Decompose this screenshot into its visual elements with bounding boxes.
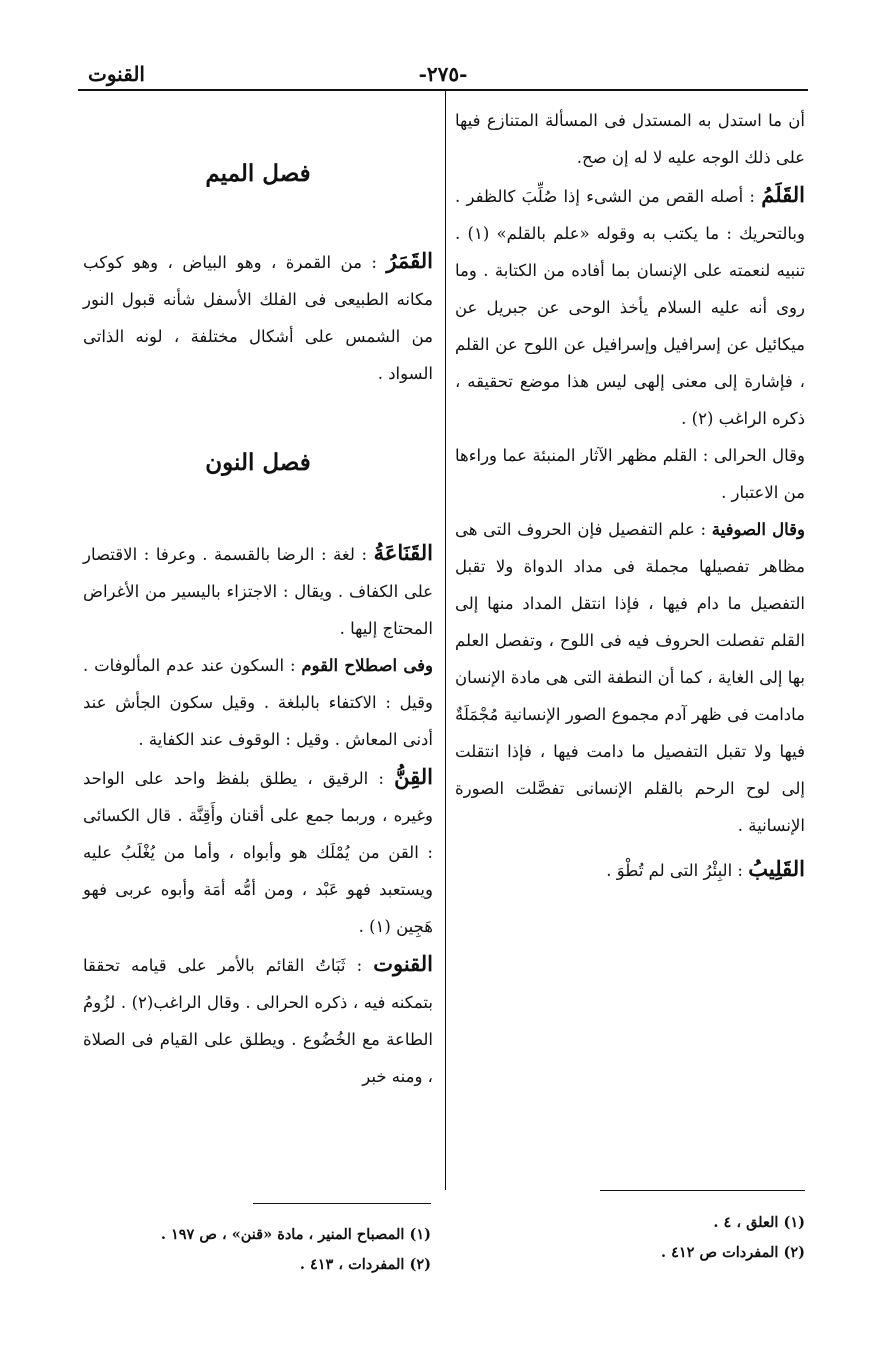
section-heading-nun: فصل النون (205, 449, 311, 476)
sufiyya-text: : علم التفصيل فإن الحروف التى هى مظاهر تفصيلها مجملة فى مداد الدواة ولا تقبل التفصيل ما دام فيها ، فإذا انتقل المداد منها إلى القلم تفصلت الحروف فيه فى اللوح ، وتفصل العلم بها إلى الغاية ، كما أن النطفة التى هى مادة الإنسان مادامت فى ظهر آدم مجموع الصور الإنسانية مُجْمَلَةٌ فيها ولا تقبل التفصيل ما دامت فيها ، فإذا انتقلت إلى لوح الرحم بالقلم الإنسانى تفصَّلت الصورة الإنسانية . (455, 520, 805, 835)
qawm-lead: وفى اصطلاح القوم (301, 656, 434, 675)
right-column (455, 102, 805, 889)
footnote: (١) العلق ، ٤ . (713, 1214, 805, 1231)
page-number: -٢٧٥- (418, 62, 468, 86)
harali-paragraph: وقال الحرالى : القلم مظهر الآثار المنبئة عما وراءها من الاعتبار . (455, 446, 805, 502)
entry-qaliib (455, 850, 805, 889)
entry-qinn (83, 758, 433, 945)
entry-qamar (83, 242, 433, 392)
running-head: القنوت (88, 62, 145, 86)
entry-term: القَمَرُ (386, 248, 433, 273)
continuation-paragraph: أن ما استدل به المستدل فى المسألة المتنازع فيها على ذلك الوجه عليه لا له إن صح. (455, 111, 805, 167)
footnote: (٢) المفردات ، ٤١٣ . (299, 1256, 431, 1273)
entry-text: : من القمرة ، وهو البياض ، وهو كوكب مكانه الطبيعى فى الفلك الأسفل شأنه قبول النور من الشمس على أشكال مختلفة ، لونه الذاتى السواد . (83, 253, 433, 383)
section-heading-mim: فصل الميم (205, 160, 311, 187)
entry-text: : ثَبَاتُ القائم بالأمر على قيامه تحققا بتمكنه فيه ، ذكره الحرالى . وقال الراغب(٢) . لزُومُ الطاعة مع الخُضُوع . ويطلق على القيام فى الصلاة ، ومنه خبر (83, 956, 433, 1086)
entry-term: القَلَمُ (761, 182, 806, 207)
page-header (78, 58, 808, 88)
footnote: (١) المصباح المنير ، مادة «قنن» ، ص ١٩٧ . (160, 1226, 431, 1243)
footnote-rule-left (253, 1203, 431, 1204)
entry-text: : لغة : الرضا بالقسمة . وعرفا : الاقتصار على الكفاف . ويقال : الاجتزاء باليسير من الأغراض المحتاج إليها . (83, 545, 433, 638)
entry-term: القنوت (373, 951, 434, 976)
qawm-text: : السكون عند عدم المألوفات . وقيل : الاكتفاء بالبلغة . وقيل سكون الجأش عند أدنى المعاش . وقيل : الوقوف عند الكفاية . (83, 656, 433, 749)
footnotes-right (560, 1208, 805, 1268)
entry-text: : البِئْرُ التى لم تُطْوَ . (606, 861, 743, 880)
entry-term: القَلِيبُ (748, 856, 805, 881)
entry-term: القَنَاعَةُ (373, 540, 433, 565)
footnotes-left (120, 1220, 431, 1280)
entry-text: : أصله القص من الشىء إذا صُلِّبَ كالظفر . وبالتحريك : ما يكتب به وقوله «علم بالقلم» (١) . تنبيه لنعمته على الإنسان بما أفاده من الكتابة . وما روى أنه عليه السلام يأخذ الوحى عن جبريل عن ميكائيل عن إسرافيل وإسرافيل عن اللوح عن القلم ، فإشارة إلى معنى إلهى ليس هذا موضع تحقيقه ، ذكره الراغب (٢) . (455, 187, 805, 428)
entry-qalam (455, 176, 805, 437)
column-divider (445, 91, 446, 1190)
entry-qunut (83, 945, 433, 1095)
entry-text: : الرقيق ، يطلق بلفظ واحد على الواحد وغيره ، وربما جمع على أقنان وأَقِنَّة . قال الكسائى : القن من يُمْلَك هو وأبواه ، وأما من يُغْلَبُ عليه ويستعبد فهو عَبْد ، ومن أمُّه أمَة وأبوه عربى فهو هَجِين (١) . (83, 769, 433, 936)
footnote-rule-right (600, 1190, 805, 1191)
sufiyya-lead: وقال الصوفية (711, 520, 805, 539)
entry-qanaa (83, 534, 433, 647)
left-column (83, 136, 433, 1095)
header-rule (78, 89, 808, 91)
footnote: (٢) المفردات ص ٤١٢ . (661, 1244, 805, 1261)
entry-term: القِنُّ (394, 764, 433, 789)
qawm-paragraph (83, 647, 433, 758)
sufiyya-paragraph (455, 511, 805, 844)
